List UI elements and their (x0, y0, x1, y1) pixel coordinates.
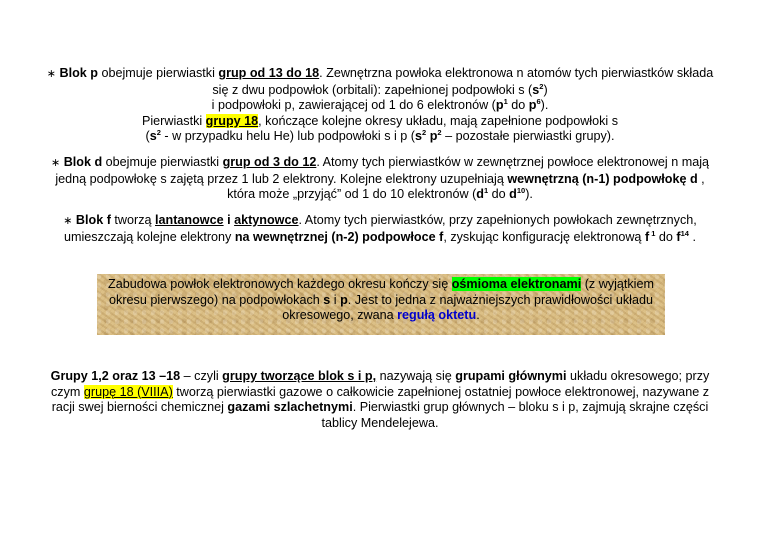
groups-3-12: grup od 3 do 12 (222, 155, 317, 169)
symbol: s (532, 82, 540, 97)
text: . Zewnętrzna powłoka elektronowa n atomów tych pierwiastków składa się z dwu podpowłok (orbitali): zapełnionej podpowłoki s ( (212, 66, 714, 97)
superscript: 10 (516, 186, 526, 196)
main-groups-term: grupami głównymi (455, 369, 567, 383)
text: i podpowłoki p, zawierającej od 1 do 6 elektronów ( (211, 98, 496, 113)
text: i (223, 213, 235, 227)
text: tworzą pierwiastki gazowe o całkowicie zapełnionej ostatniej powłoce elektronowej, nazywane z racji swej bierności chemicznej (51, 384, 709, 415)
text: , kończące kolejne okresy układu, mają zapełnione podpowłoki s (258, 113, 619, 128)
inner-subshell-d: wewnętrzną (n-1) podpowłokę d (507, 171, 702, 186)
text: – czyli (180, 369, 223, 383)
text: Zabudowa powłok elektronowych każdego okresu kończy się (108, 277, 452, 291)
blok-d-title: Blok d (63, 155, 103, 169)
superscript: 2 (156, 128, 161, 138)
main-groups-paragraph (40, 369, 720, 431)
superscript: 2 (422, 128, 427, 138)
symbol: p (495, 98, 504, 113)
symbol: f (676, 229, 681, 244)
symbol: p (426, 129, 438, 144)
superscript: 1 (483, 186, 489, 196)
blok-f-title: Blok f (75, 213, 111, 227)
blok-p-title: Blok p (59, 66, 98, 80)
text: do (488, 187, 510, 202)
groups-lead: Grupy 1,2 oraz 13 –18 (50, 369, 181, 383)
text: ). (525, 187, 533, 202)
octet-rule-box (97, 274, 665, 335)
blok-d-paragraph (40, 155, 720, 203)
text: (z wyjątkiem okresu pierwszego) na podpowłokach (109, 277, 654, 307)
text: . Atomy tych pierwiastków w zewnętrznej powłoce elektronowej n mają jedną podpowłokę s zajętą przez 1 lub 2 elektrony. Kolejne elektrony uzupełniają (55, 155, 710, 186)
asterisk-icon: ∗ (63, 215, 73, 227)
inner-subshell-f: na wewnętrznej (n-2) podpowłoce f (234, 229, 444, 244)
actinides: aktynowce (234, 213, 299, 227)
text: , zyskując konfigurację elektronową (443, 229, 645, 244)
text: Pierwiastki (141, 113, 206, 128)
text: tworzą (110, 213, 155, 227)
eight-electrons-highlight: ośmioma elektronami (451, 277, 582, 291)
groups-13-18: grup od 13 do 18 (218, 66, 320, 80)
text: nazywają się (376, 369, 456, 383)
blok-f-paragraph (40, 213, 720, 245)
lanthanides: lantanowce (155, 213, 224, 227)
asterisk-icon: ∗ (50, 157, 61, 169)
symbol: s (149, 129, 157, 144)
text: do (655, 229, 677, 244)
asterisk-icon: ∗ (46, 68, 56, 80)
text: do (507, 98, 529, 113)
group-18-highlight: grupy 18 (205, 113, 259, 128)
symbol: s (415, 129, 423, 144)
symbol: p (340, 292, 348, 307)
text: ) (543, 82, 548, 97)
symbol: d (476, 187, 484, 202)
text: obejmuje pierwiastki (102, 155, 223, 169)
octet-rule-term: regułą oktetu (397, 308, 477, 323)
symbol: p (528, 98, 537, 113)
text: . Pierwiastki grup głównych – bloku s i p, zajmują skrajne części tablicy Mendelejewa. (321, 400, 709, 430)
text: ( (145, 129, 150, 144)
text: i (330, 292, 341, 307)
superscript: 6 (536, 97, 541, 107)
noble-gases-term: gazami szlachetnymi (227, 400, 353, 415)
symbol: d (509, 187, 517, 202)
text: – pozostałe pierwiastki grupy). (441, 129, 615, 144)
text: - w przypadku helu He) lub podpowłoki s i p ( (160, 129, 416, 144)
text: . Jest to jedna z najważniejszych prawidłowości układu okresowego, zwana (282, 292, 653, 323)
group-18-viiia-highlight: grupę 18 (VIIIA) (83, 384, 173, 399)
text: ). (540, 98, 549, 113)
symbol: f (644, 229, 650, 244)
superscript: 1 (649, 228, 656, 238)
superscript: 2 (437, 128, 442, 138)
text: . (688, 229, 696, 244)
superscript: 14 (680, 228, 689, 238)
text: układu okresowego; przy czym (50, 369, 710, 399)
symbol: s (323, 292, 331, 307)
groups-forming-block: grupy tworzące blok s i p, (222, 369, 377, 383)
text: . Atomy tych pierwiastków, przy zapełnionych powłokach zewnętrznych, umieszczają kolejne elektrony (64, 213, 697, 244)
text: , która może „przyjąć” od 1 do 10 elektronów ( (227, 171, 705, 202)
text: . (476, 308, 480, 323)
blok-p-paragraph (40, 66, 720, 145)
superscript: 1 (503, 97, 508, 107)
text: obejmuje pierwiastki (97, 66, 219, 80)
superscript: 2 (539, 81, 544, 91)
